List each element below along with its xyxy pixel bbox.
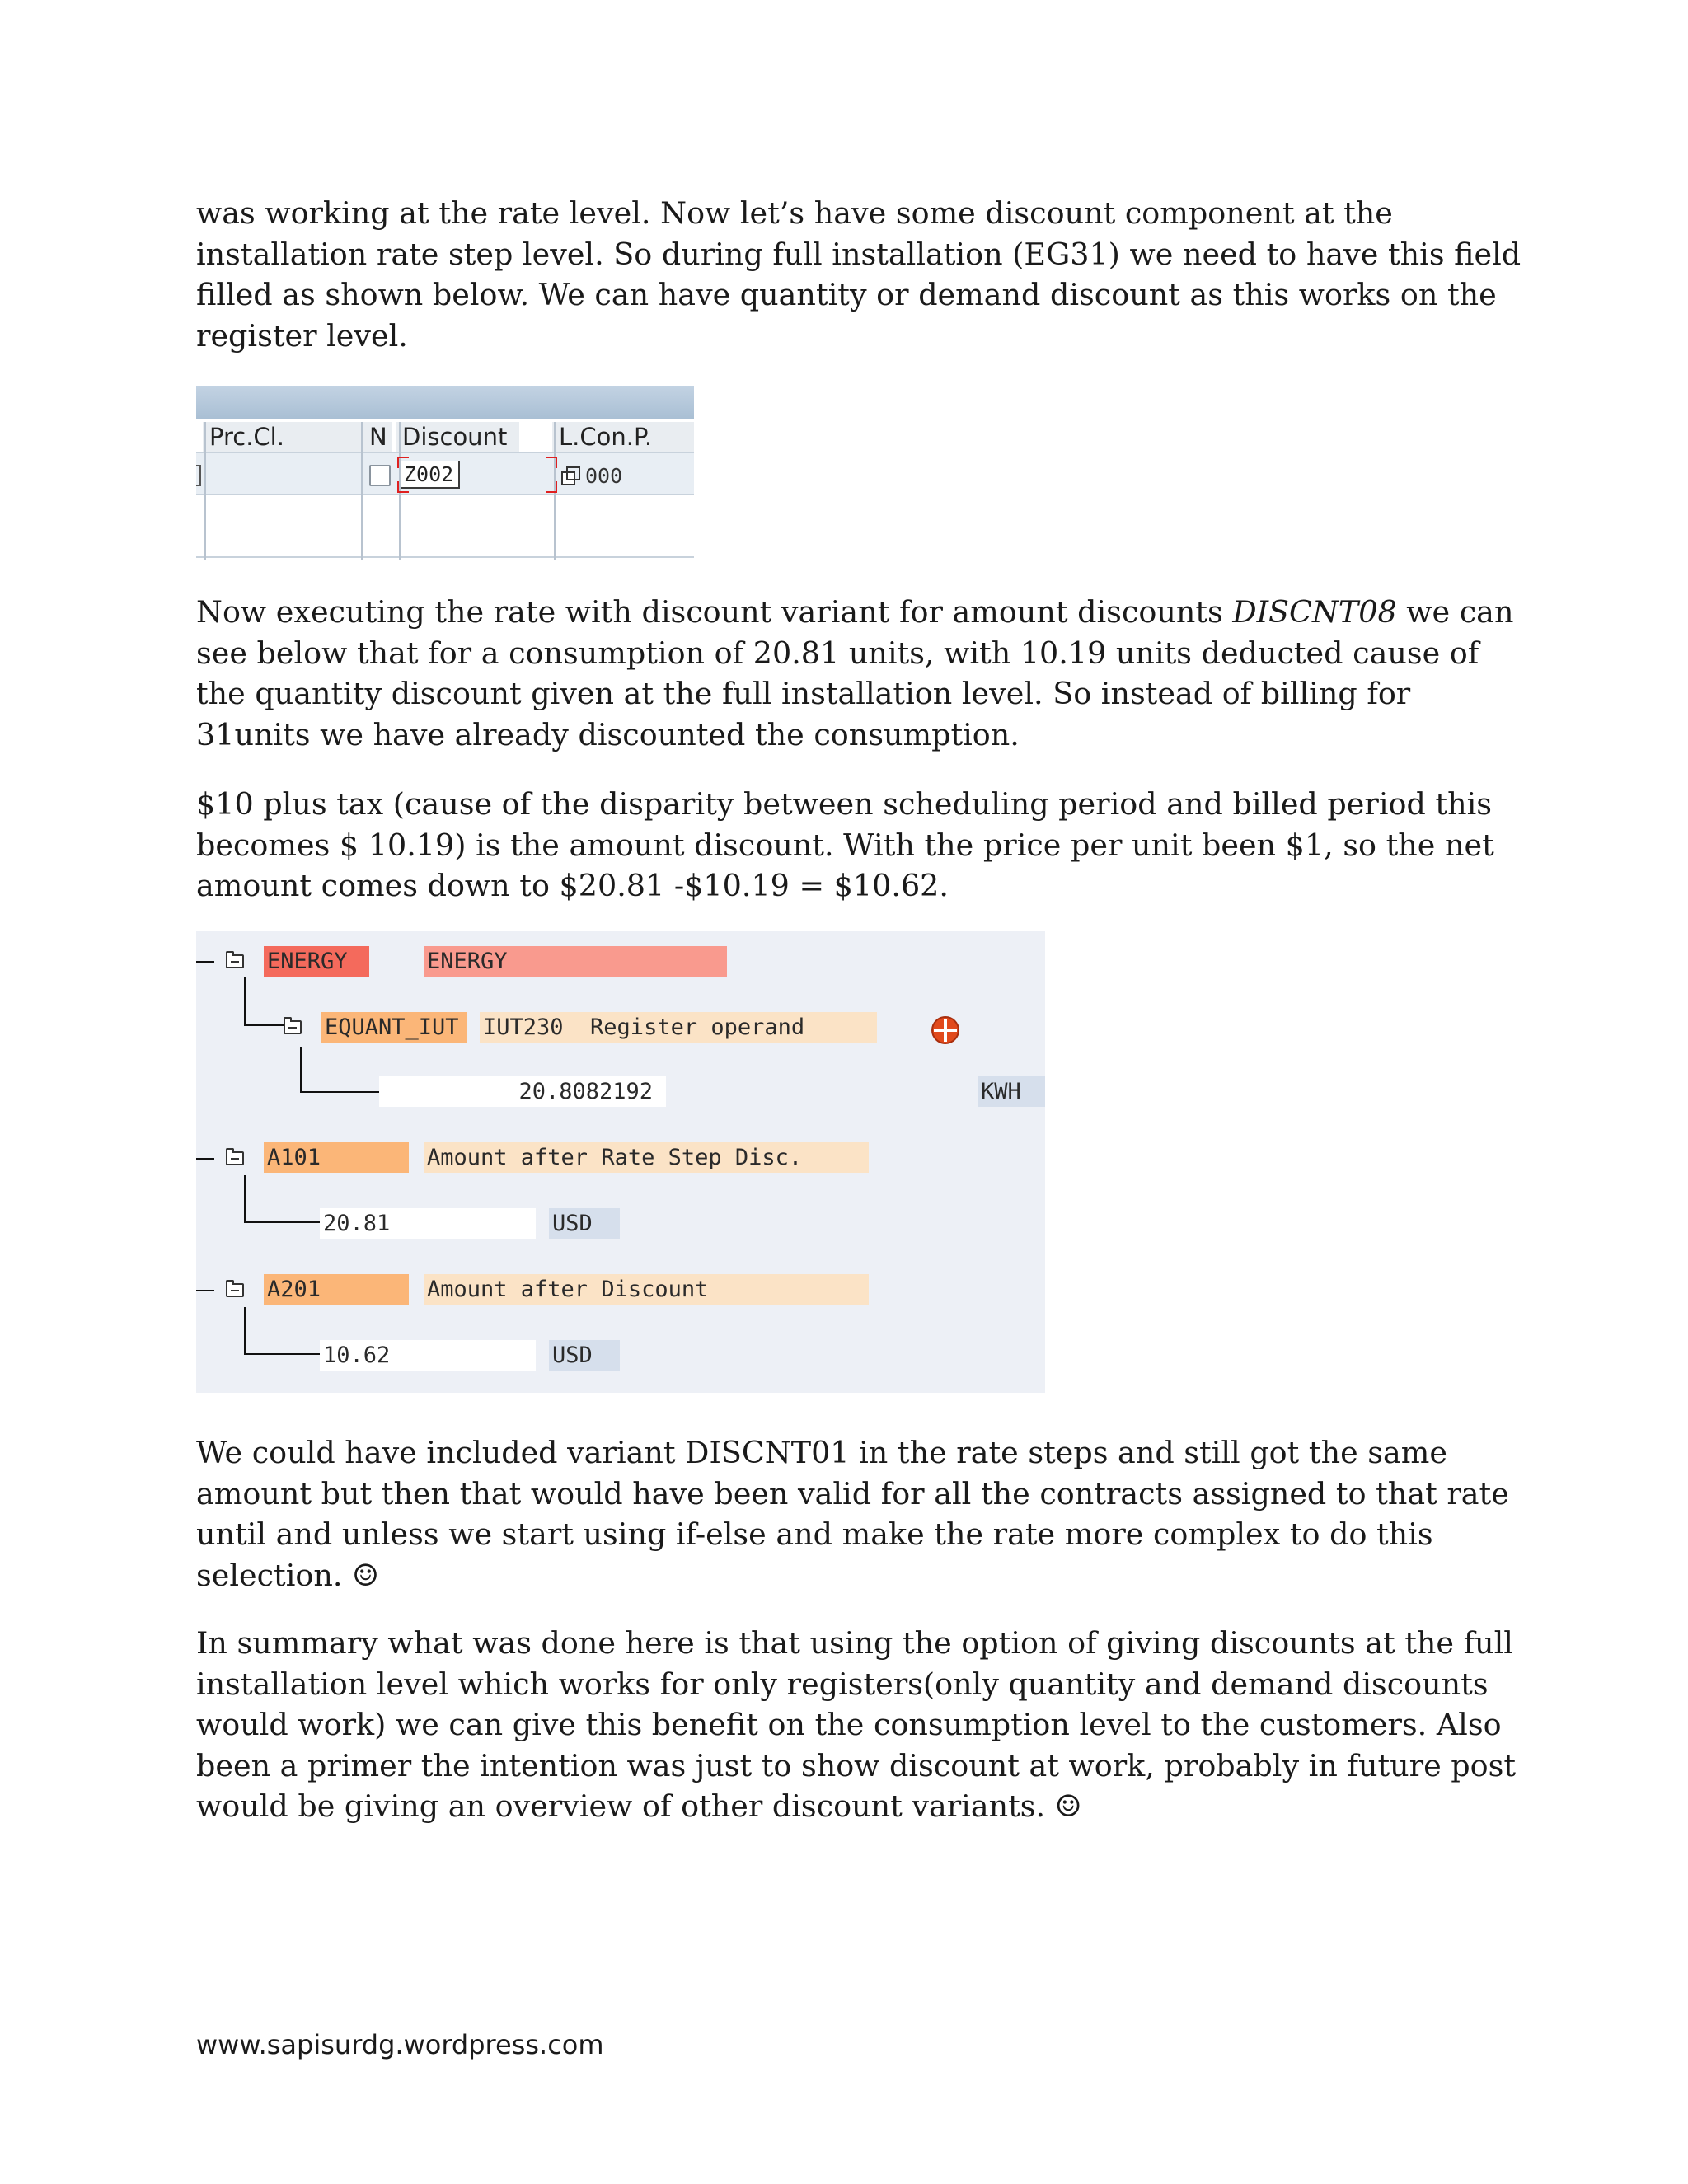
focus-corner [397,481,409,493]
n-checkbox[interactable] [369,465,391,486]
text-line: the quantity discount given at the full installation level. So instead of billing for [196,676,1411,711]
paragraph-4 [196,1432,1509,1596]
tree-connector [244,1353,320,1355]
text-span: Now executing the rate with discount variant for amount discounts [196,594,1233,630]
copy-icon[interactable] [560,466,582,487]
paragraph-1 [196,193,1522,356]
text-line: been a primer the intention was just to show discount at work, probably in future post [196,1747,1517,1783]
a101-unit: USD [549,1208,620,1239]
footer-url[interactable]: www.sapisurdg.wordpress.com [196,2029,604,2060]
folder-open-icon[interactable] [226,954,244,968]
tree-connector [300,1047,302,1093]
row-divider [196,494,694,495]
energy-code[interactable]: ENERGY [264,946,369,977]
text-line: would be giving an overview of other discount variants. ☺ [196,1788,1082,1824]
tree-connector [244,977,246,1025]
text-line: was working at the rate level. Now let’s have some discount component at the [196,195,1393,231]
text-line: becomes $ 10.19) is the amount discount. With the price per unit been $1, so the net [196,827,1494,863]
paragraph-2 [196,592,1514,755]
a101-code[interactable]: A101 [264,1142,409,1173]
focus-corner [546,457,557,468]
focus-corner [546,481,557,493]
debug-operand-icon[interactable] [930,1015,961,1046]
a201-code[interactable]: A201 [264,1274,409,1305]
paragraph-3 [196,784,1498,907]
equant-unit: KWH [978,1076,1045,1107]
text-line: installation level which works for only registers(only quantity and demand discounts [196,1666,1489,1702]
variant-name: DISCNT08 [1232,594,1397,630]
tree-connector [244,1307,246,1355]
row-divider [196,556,694,558]
tree-connector [244,1024,285,1026]
column-header-discount: Discount [396,422,519,452]
discount-input[interactable]: Z002 [401,461,460,489]
rate-result-tree-screenshot [196,931,1045,1393]
row-selector[interactable] [196,465,201,486]
row-divider [196,452,694,453]
text-line: filled as shown below. We can have quantity or demand discount as this works on the [196,277,1497,312]
column-header-lcon: L.Con.P. [552,422,694,452]
column-divider [361,422,363,560]
text-line: selection. ☺ [196,1557,379,1593]
text-line: would work) we can give this benefit on the consumption level to the customers. Also [196,1707,1502,1742]
text-line: 31units we have already discounted the consumption. [196,716,1020,752]
folder-open-icon[interactable] [226,1283,244,1297]
equant-code[interactable]: EQUANT_IUT [321,1012,467,1043]
table-row-empty [196,495,694,556]
equant-value: 20.8082192 [379,1076,666,1107]
text-line: $10 plus tax (cause of the disparity between scheduling period and billed period this [196,786,1493,822]
column-header-n: N [363,422,392,452]
tree-connector [196,1158,214,1160]
text-line: until and unless we start using if-else and make the rate more complex to do this [196,1516,1433,1552]
a101-value: 20.81 [320,1208,536,1239]
folder-open-icon[interactable] [226,1151,244,1165]
tree-connector [300,1091,379,1093]
column-divider [204,422,206,560]
discount-table-screenshot [196,386,694,560]
text-line: In summary what was done here is that using the option of giving discounts at the full [196,1625,1513,1661]
text-line: We could have included variant DISCNT01 in the rate steps and still got the same [196,1435,1448,1470]
lcon-value[interactable]: 000 [585,464,623,488]
focus-corner [397,457,409,468]
tree-connector [244,1175,246,1223]
text-line [196,592,1514,633]
tree-connector [196,1290,214,1291]
energy-text: ENERGY [424,946,727,977]
paragraph-5 [196,1623,1517,1827]
table-toolbar [196,386,694,419]
tree-connector [196,961,214,963]
text-line: register level. [196,317,408,354]
equant-text: IUT230 Register operand [480,1012,877,1043]
text-line: see below that for a consumption of 20.81 units, with 10.19 units deducted cause of [196,635,1479,671]
a101-text: Amount after Rate Step Disc. [424,1142,869,1173]
a201-value: 10.62 [320,1340,536,1371]
tree-connector [244,1221,320,1223]
text-line: amount but then that would have been valid for all the contracts assigned to that rate [196,1475,1509,1511]
folder-open-icon[interactable] [284,1020,302,1034]
text-line: amount comes down to $20.81 -$10.19 = $10.62. [196,868,949,903]
column-header-prc-cl: Prc.Cl. [203,422,364,452]
text-line: installation rate step level. So during full installation (EG31) we need to have this field [196,236,1522,272]
a201-unit: USD [549,1340,620,1371]
a201-text: Amount after Discount [424,1274,869,1305]
text-span: we can [1396,594,1514,630]
